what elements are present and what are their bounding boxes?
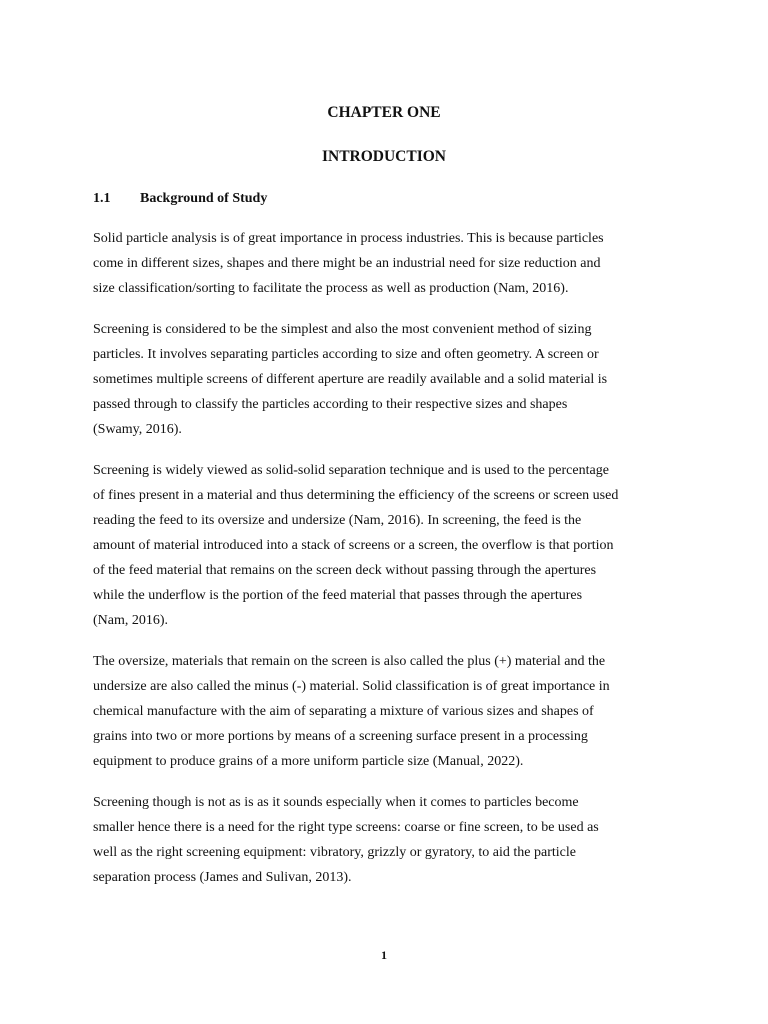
paragraph-line: of the feed material that remains on the screen deck without passing through the apertures <box>93 563 597 578</box>
chapter-number-heading: CHAPTER ONE <box>327 104 441 121</box>
paragraph-1 <box>93 226 683 301</box>
paragraph-line: sometimes multiple screens of different aperture are readily available and a solid material is <box>93 372 608 387</box>
paragraph-line: particles. It involves separating particles according to size and often geometry. A screen or <box>93 347 599 362</box>
paragraph-line: smaller hence there is a need for the right type screens: coarse or fine screen, to be used as <box>93 820 599 835</box>
paragraph-line: separation process (James and Sulivan, 2013). <box>93 870 352 885</box>
paragraph-line: Solid particle analysis is of great importance in process industries. This is because particles <box>93 231 604 246</box>
paragraph-3 <box>93 458 683 633</box>
paragraph-line: grains into two or more portions by means of a screening surface present in a processing <box>93 729 588 744</box>
section-number: 1.1 <box>93 191 111 206</box>
paragraph-line: Screening though is not as is as it sounds especially when it comes to particles become <box>93 795 579 810</box>
paragraph-5 <box>93 790 683 890</box>
paragraph-line: equipment to produce grains of a more uniform particle size (Manual, 2022). <box>93 754 524 769</box>
paragraph-line: The oversize, materials that remain on the screen is also called the plus (+) material and the <box>93 654 606 669</box>
section-title: Background of Study <box>140 191 268 206</box>
paragraph-line: well as the right screening equipment: vibratory, grizzly or gyratory, to aid the particle <box>93 845 576 860</box>
paragraph-line: come in different sizes, shapes and there might be an industrial need for size reduction and <box>93 256 601 271</box>
paragraph-line: Screening is considered to be the simplest and also the most convenient method of sizing <box>93 322 592 337</box>
paragraph-line: (Swamy, 2016). <box>93 422 182 437</box>
page-number: 1 <box>381 948 387 962</box>
paragraph-line: of fines present in a material and thus determining the efficiency of the screens or screen used <box>93 488 619 503</box>
paragraph-line: amount of material introduced into a stack of screens or a screen, the overflow is that portion <box>93 538 614 553</box>
paragraph-line: chemical manufacture with the aim of separating a mixture of various sizes and shapes of <box>93 704 594 719</box>
paragraph-line: Screening is widely viewed as solid-solid separation technique and is used to the percentage <box>93 463 609 478</box>
paragraph-2 <box>93 317 683 442</box>
section-heading <box>93 188 267 210</box>
chapter-title-heading: INTRODUCTION <box>321 148 446 165</box>
paragraph-line: passed through to classify the particles according to their respective sizes and shapes <box>93 397 568 412</box>
paragraph-line: size classification/sorting to facilitate the process as well as production (Nam, 2016). <box>93 281 569 296</box>
paragraph-4 <box>93 649 683 774</box>
paragraph-line: reading the feed to its oversize and undersize (Nam, 2016). In screening, the feed is the <box>93 513 582 528</box>
paragraph-line: while the underflow is the portion of the feed material that passes through the apertures <box>93 588 583 603</box>
body-text <box>93 226 683 906</box>
paragraph-line: (Nam, 2016). <box>93 613 169 628</box>
paragraph-line: undersize are also called the minus (-) material. Solid classification is of great importance in <box>93 679 610 694</box>
